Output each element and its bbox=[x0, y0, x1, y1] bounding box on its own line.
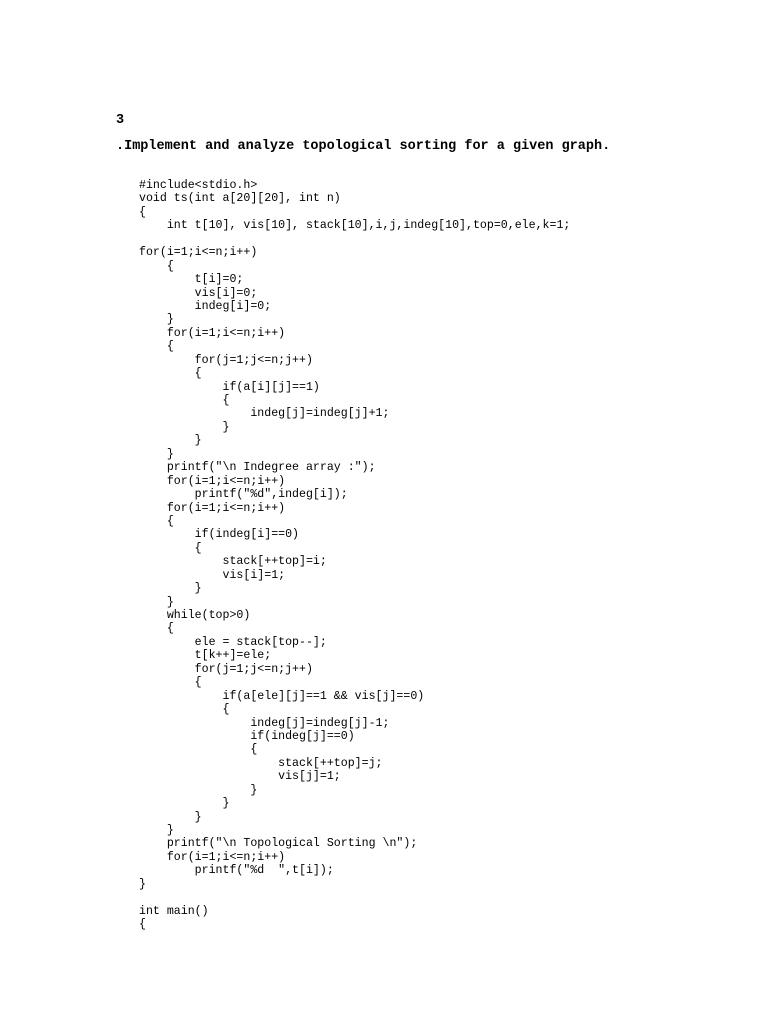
code-line: #include<stdio.h> bbox=[139, 179, 258, 192]
code-line: stack[++top]=i; bbox=[139, 555, 327, 569]
code-line: indeg[i]=0; bbox=[139, 299, 272, 313]
code-line: for(i=1;i<=n;i++) bbox=[139, 474, 286, 488]
code-line: for(j=1;j<=n;j++) bbox=[139, 353, 313, 367]
code-line: } bbox=[139, 824, 174, 837]
code-line: } bbox=[139, 877, 146, 891]
code-line: { bbox=[139, 541, 202, 555]
code-line bbox=[139, 233, 570, 246]
code-line: { bbox=[139, 367, 202, 381]
code-line: int main() bbox=[139, 904, 209, 918]
code-line: } bbox=[139, 810, 202, 824]
code-line: for(i=1;i<=n;i++) bbox=[139, 501, 286, 515]
code-line: } bbox=[139, 434, 202, 448]
code-line: } bbox=[139, 313, 174, 327]
code-line: vis[j]=1; bbox=[139, 770, 341, 784]
code-line bbox=[139, 891, 570, 904]
code-line: vis[i]=1; bbox=[139, 568, 286, 582]
code-line: if(indeg[i]==0) bbox=[139, 528, 300, 542]
code-line: printf("\n Indegree array :"); bbox=[139, 461, 376, 475]
code-line: void ts(int a[20][20], int n) bbox=[139, 192, 341, 206]
code-line: int t[10], vis[10], stack[10],i,j,indeg[10],top=0,ele,k=1; bbox=[139, 219, 571, 233]
code-line: t[k++]=ele; bbox=[139, 649, 272, 663]
code-line: indeg[j]=indeg[j]-1; bbox=[139, 716, 390, 730]
code-line: for(i=1;i<=n;i++) bbox=[139, 246, 258, 260]
code-line: for(j=1;j<=n;j++) bbox=[139, 662, 313, 676]
code-line: printf("%d ",t[i]); bbox=[139, 864, 334, 878]
code-line: } bbox=[139, 420, 230, 434]
code-line: if(indeg[j]==0) bbox=[139, 729, 355, 743]
code-line: { bbox=[139, 918, 146, 932]
code-line: vis[i]=0; bbox=[139, 286, 258, 300]
code-line: indeg[j]=indeg[j]+1; bbox=[139, 407, 390, 421]
code-line: ele = stack[top--]; bbox=[139, 635, 327, 649]
question-title: .Implement and analyze topological sorting for a given graph. bbox=[116, 139, 611, 154]
code-block bbox=[139, 179, 570, 932]
code-line: for(i=1;i<=n;i++) bbox=[139, 326, 286, 340]
code-line: { bbox=[139, 514, 174, 528]
question-number: 3 bbox=[116, 113, 125, 128]
code-line: { bbox=[139, 340, 174, 354]
code-line: } bbox=[139, 595, 174, 609]
code-line: } bbox=[139, 783, 258, 797]
code-line: for(i=1;i<=n;i++) bbox=[139, 850, 286, 864]
code-line: { bbox=[139, 394, 230, 407]
code-line: { bbox=[139, 259, 174, 273]
code-line: } bbox=[139, 582, 202, 596]
code-line: stack[++top]=j; bbox=[139, 756, 383, 770]
code-line: if(a[ele][j]==1 && vis[j]==0) bbox=[139, 689, 425, 703]
code-line: { bbox=[139, 703, 230, 717]
code-line: { bbox=[139, 622, 174, 636]
code-line: { bbox=[139, 676, 202, 690]
code-line: t[i]=0; bbox=[139, 273, 244, 287]
code-line: while(top>0) bbox=[139, 609, 251, 622]
code-line: } bbox=[139, 797, 230, 811]
code-line: } bbox=[139, 447, 174, 461]
code-line: { bbox=[139, 743, 258, 757]
code-line: printf("\n Topological Sorting \n"); bbox=[139, 837, 418, 851]
code-line: if(a[i][j]==1) bbox=[139, 380, 320, 394]
code-line: printf("%d",indeg[i]); bbox=[139, 488, 348, 502]
code-line: { bbox=[139, 205, 146, 219]
